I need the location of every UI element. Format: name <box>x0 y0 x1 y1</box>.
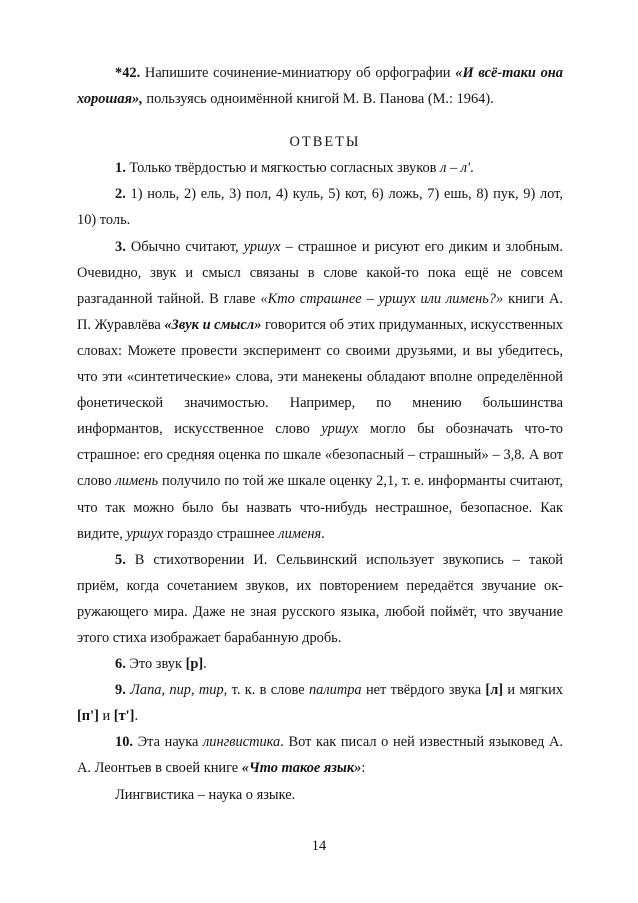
answer-2: 2. 1) ноль, 2) ель, 3) пол, 4) куль, 5) кот, 6) ложь, 7) ешь, 8) пук, 9) лот, 10) толь. <box>77 186 563 229</box>
task-42: *42. Напишите сочинение-миниатюру об орфографии «И всё-таки она хорошая», пользуясь одноимённой книгой М. В. Панова (М.: 1964). <box>77 65 563 108</box>
page-text <box>77 60 563 808</box>
book-title: «И всё-таки она хорошая», <box>77 65 563 108</box>
quote-line: Лингвистика – наука о языке. <box>115 786 296 803</box>
answers-heading: ОТВЕТЫ <box>289 134 361 151</box>
answer-6: 6. Это звук [р]. <box>115 656 207 673</box>
answer-5: 5. В стихотворении И. Сельвинский использует звукопись – такой приём, когда сочетанием звуков, их повторением передаётся звучание окружающего мира. Даже не зная русского языка, любой поймёт, что звучание этого стиха изображает барабанную дробь. <box>77 551 563 646</box>
page-number: 14 <box>311 838 327 854</box>
answer-10: 10. Эта наука лингвистика. Вот как писал о ней известный языковед А. А. Леонтьев в своей книге «Что такое язык»: <box>77 734 563 777</box>
answer-3: 3. Обычно считают, уршух – страшное и рисуют его диким и злобным. Очевидно, звук и смысл связаны в слове какой-то пока ещё не совсем разгаданной тайной. В главе «Кто страшнее – уршух или лимень?» книги А. П. Журавлёва «Звук и смысл» говорится об этих придуманных, искусственных словах: Можете провести эксперимент со своими друзьями, и вы убедитесь, что эти «синтетические» слова, эти манекены обладают вполне определённой фонетической значимостью. Например, по мнению большинства информантов, искусственное слово уршух могло бы обозначать что-то страшное: его средняя оценка по шкале «безопасный – страшный» – 3,8. А вот слово лимень получило по той же шкале оценку 2,1, т. е. информанты считают, что так можно было бы назвать что-нибудь нестрашное, безопасное. Как видите, уршух гораздо страшнее лименя. <box>77 238 563 542</box>
answer-9: 9. Лапа, пир, тир, т. к. в слове палитра нет твёрдого звука [л] и мягких [п'] и [т']. <box>77 682 563 725</box>
answer-1: 1. Только твёрдостью и мягкостью согласных звуков л – л'. <box>115 160 474 177</box>
task-number: *42. <box>115 65 141 81</box>
